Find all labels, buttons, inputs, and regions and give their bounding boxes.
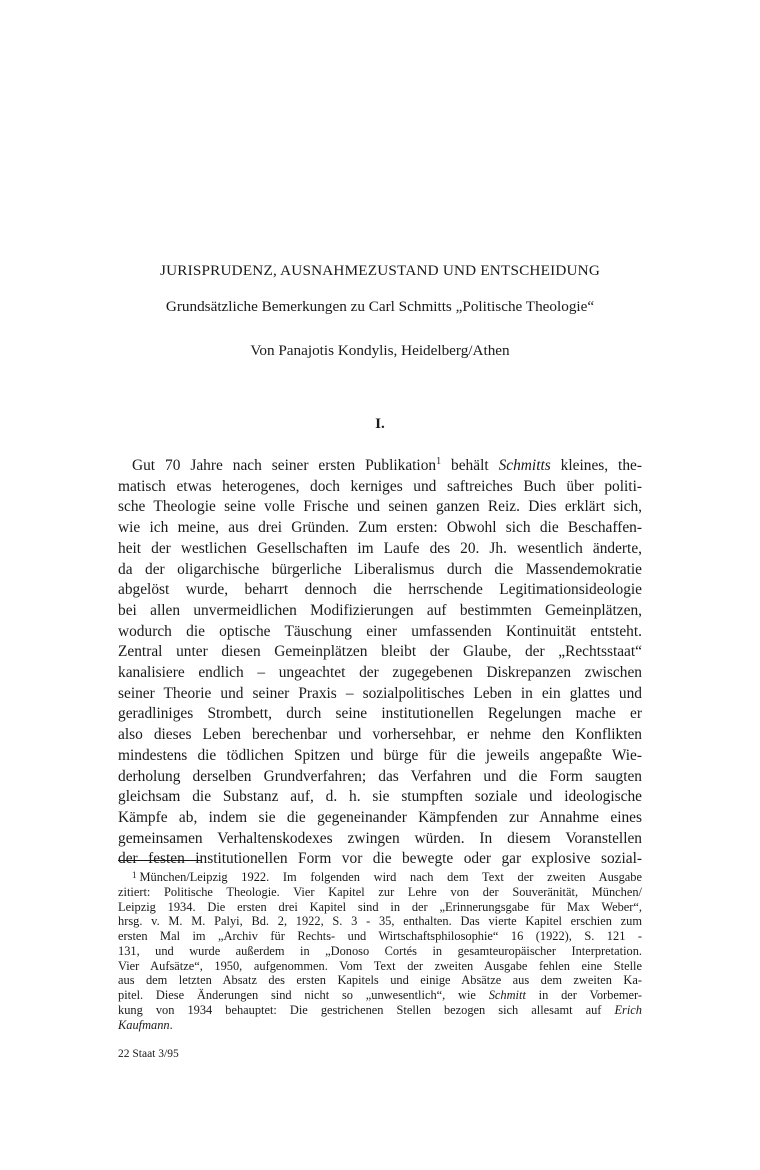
- footnote-line: pitel. Diese Änderungen sind nicht so „unwesentlich“, wie Schmitt in der Vorbemer-: [118, 988, 643, 1002]
- body-line: gleichsam die Substanz auf, d. h. sie stumpften soziale und ideologische: [118, 788, 642, 806]
- body-line: da der oligarchische bürgerliche Liberalismus durch die Massendemokratie: [118, 560, 642, 578]
- body-line: wie ich meine, aus drei Gründen. Zum ersten: Obwohl sich die Beschaffen-: [118, 519, 642, 537]
- article-title: JURISPRUDENZ, AUSNAHMEZUSTAND UND ENTSCHEIDUNG: [160, 262, 600, 279]
- article-subtitle: Grundsätzliche Bemerkungen zu Carl Schmitts „Politische Theologie“: [165, 298, 595, 315]
- body-line: wodurch die optische Täuschung einer umfassenden Kontinuität entsteht.: [118, 622, 642, 640]
- footnote-line: $^1$ München/Leipzig 1922. Im folgenden wird nach dem Text der zweiten Ausgabe: [132, 870, 642, 884]
- body-line: Kämpfe ab, indem sie die gegeneinander Kämpfenden zur Annahme eines: [118, 808, 642, 826]
- body-paragraph: [118, 456, 642, 870]
- page-footer: 22 Staat 3/95: [118, 1048, 179, 1060]
- body-line: mindestens die tödlichen Spitzen und bürge für die jeweils angepaßte Wie-: [118, 746, 642, 764]
- footnote-line: hrsg. v. M. M. Palyi, Bd. 2, 1922, S. 3 - 35, enthalten. Das vierte Kapitel erschien zum: [118, 914, 642, 929]
- footnote-line: aus dem letzten Absatz des ersten Kapitels und einige Absätze aus dem zweiten Ka-: [118, 973, 642, 988]
- body-line: der festen institutionellen Form vor die bewegte oder gar explosive sozial-: [118, 850, 642, 868]
- body-line: gemeinsamen Verhaltenskodexes zwingen würden. In diesem Voranstellen: [118, 829, 642, 847]
- footnote-line: ersten Mal im „Archiv für Rechts- und Wirtschaftsphilosophie“ 16 (1922), S. 121 -: [118, 929, 642, 943]
- document-page: [118, 0, 642, 1170]
- footnote-line: kung von 1934 behauptet: Die gestrichenen Stellen bezogen sich allesamt auf Erich: [118, 1002, 642, 1017]
- body-line: matisch etwas heterogenes, doch kerniges und saftreiches Buch über politi-: [118, 477, 642, 495]
- footnote-line: zitiert: Politische Theologie. Vier Kapitel zur Lehre von der Souveränität, München/: [118, 884, 642, 899]
- footnote-divider: [118, 860, 202, 861]
- body-line: heit der westlichen Gesellschaften im Laufe des 20. Jh. wesentlich änderte,: [118, 539, 642, 557]
- body-line: Gut 70 Jahre nach seiner ersten Publikation$^1$ behält Schmitts kleines, the-: [132, 456, 642, 474]
- footnote-line: Vier Aufsätze“, 1950, aufgenommen. Vom Text der zweiten Ausgabe fehlen eine Stelle: [118, 958, 642, 973]
- body-line: seiner Theorie und seiner Praxis – sozialpolitisches Leben in ein glattes und: [118, 684, 642, 702]
- body-line: derholung derselben Grundverfahren; das Verfahren und die Form saugten: [118, 767, 642, 785]
- footnote-line: 131, und wurde außerdem in „Donoso Cortés in gesamteuropäischer Interpretation.: [118, 943, 642, 958]
- body-line: abgelöst wurde, beharrt dennoch die herrschende Legitimationsideologie: [118, 581, 642, 599]
- body-line: kanalisiere endlich – ungeachtet der zugegebenen Diskrepanzen zwischen: [118, 664, 642, 682]
- footnote-mark: 1: [132, 870, 137, 880]
- body-line: geradliniges Strombett, durch seine institutionellen Regelungen mache er: [118, 705, 642, 723]
- footnote: [118, 868, 642, 1032]
- body-line: bei allen unvermeidlichen Modifizierungen auf bestimmten Gemeinplätzen,: [118, 601, 642, 619]
- footnote-line: Kaufmann.: [118, 1017, 173, 1032]
- footnote-line: Leipzig 1934. Die ersten drei Kapitel sind in der „Erinnerungsgabe für Max Weber“,: [118, 899, 642, 914]
- body-line: also dieses Leben berechenbar und vorhersehbar, er nehme den Konflikten: [118, 726, 642, 744]
- article-author: Von Panajotis Kondylis, Heidelberg/Athen: [250, 342, 510, 359]
- body-line: sche Theologie seine volle Frische und seinen ganzen Reiz. Dies erklärt sich,: [118, 498, 642, 516]
- section-number: I.: [375, 415, 385, 432]
- footnote-reference[interactable]: 1: [436, 456, 442, 467]
- body-line: Zentral unter diesen Gemeinplätzen bleibt der Glaube, der „Rechtsstaat“: [118, 643, 642, 661]
